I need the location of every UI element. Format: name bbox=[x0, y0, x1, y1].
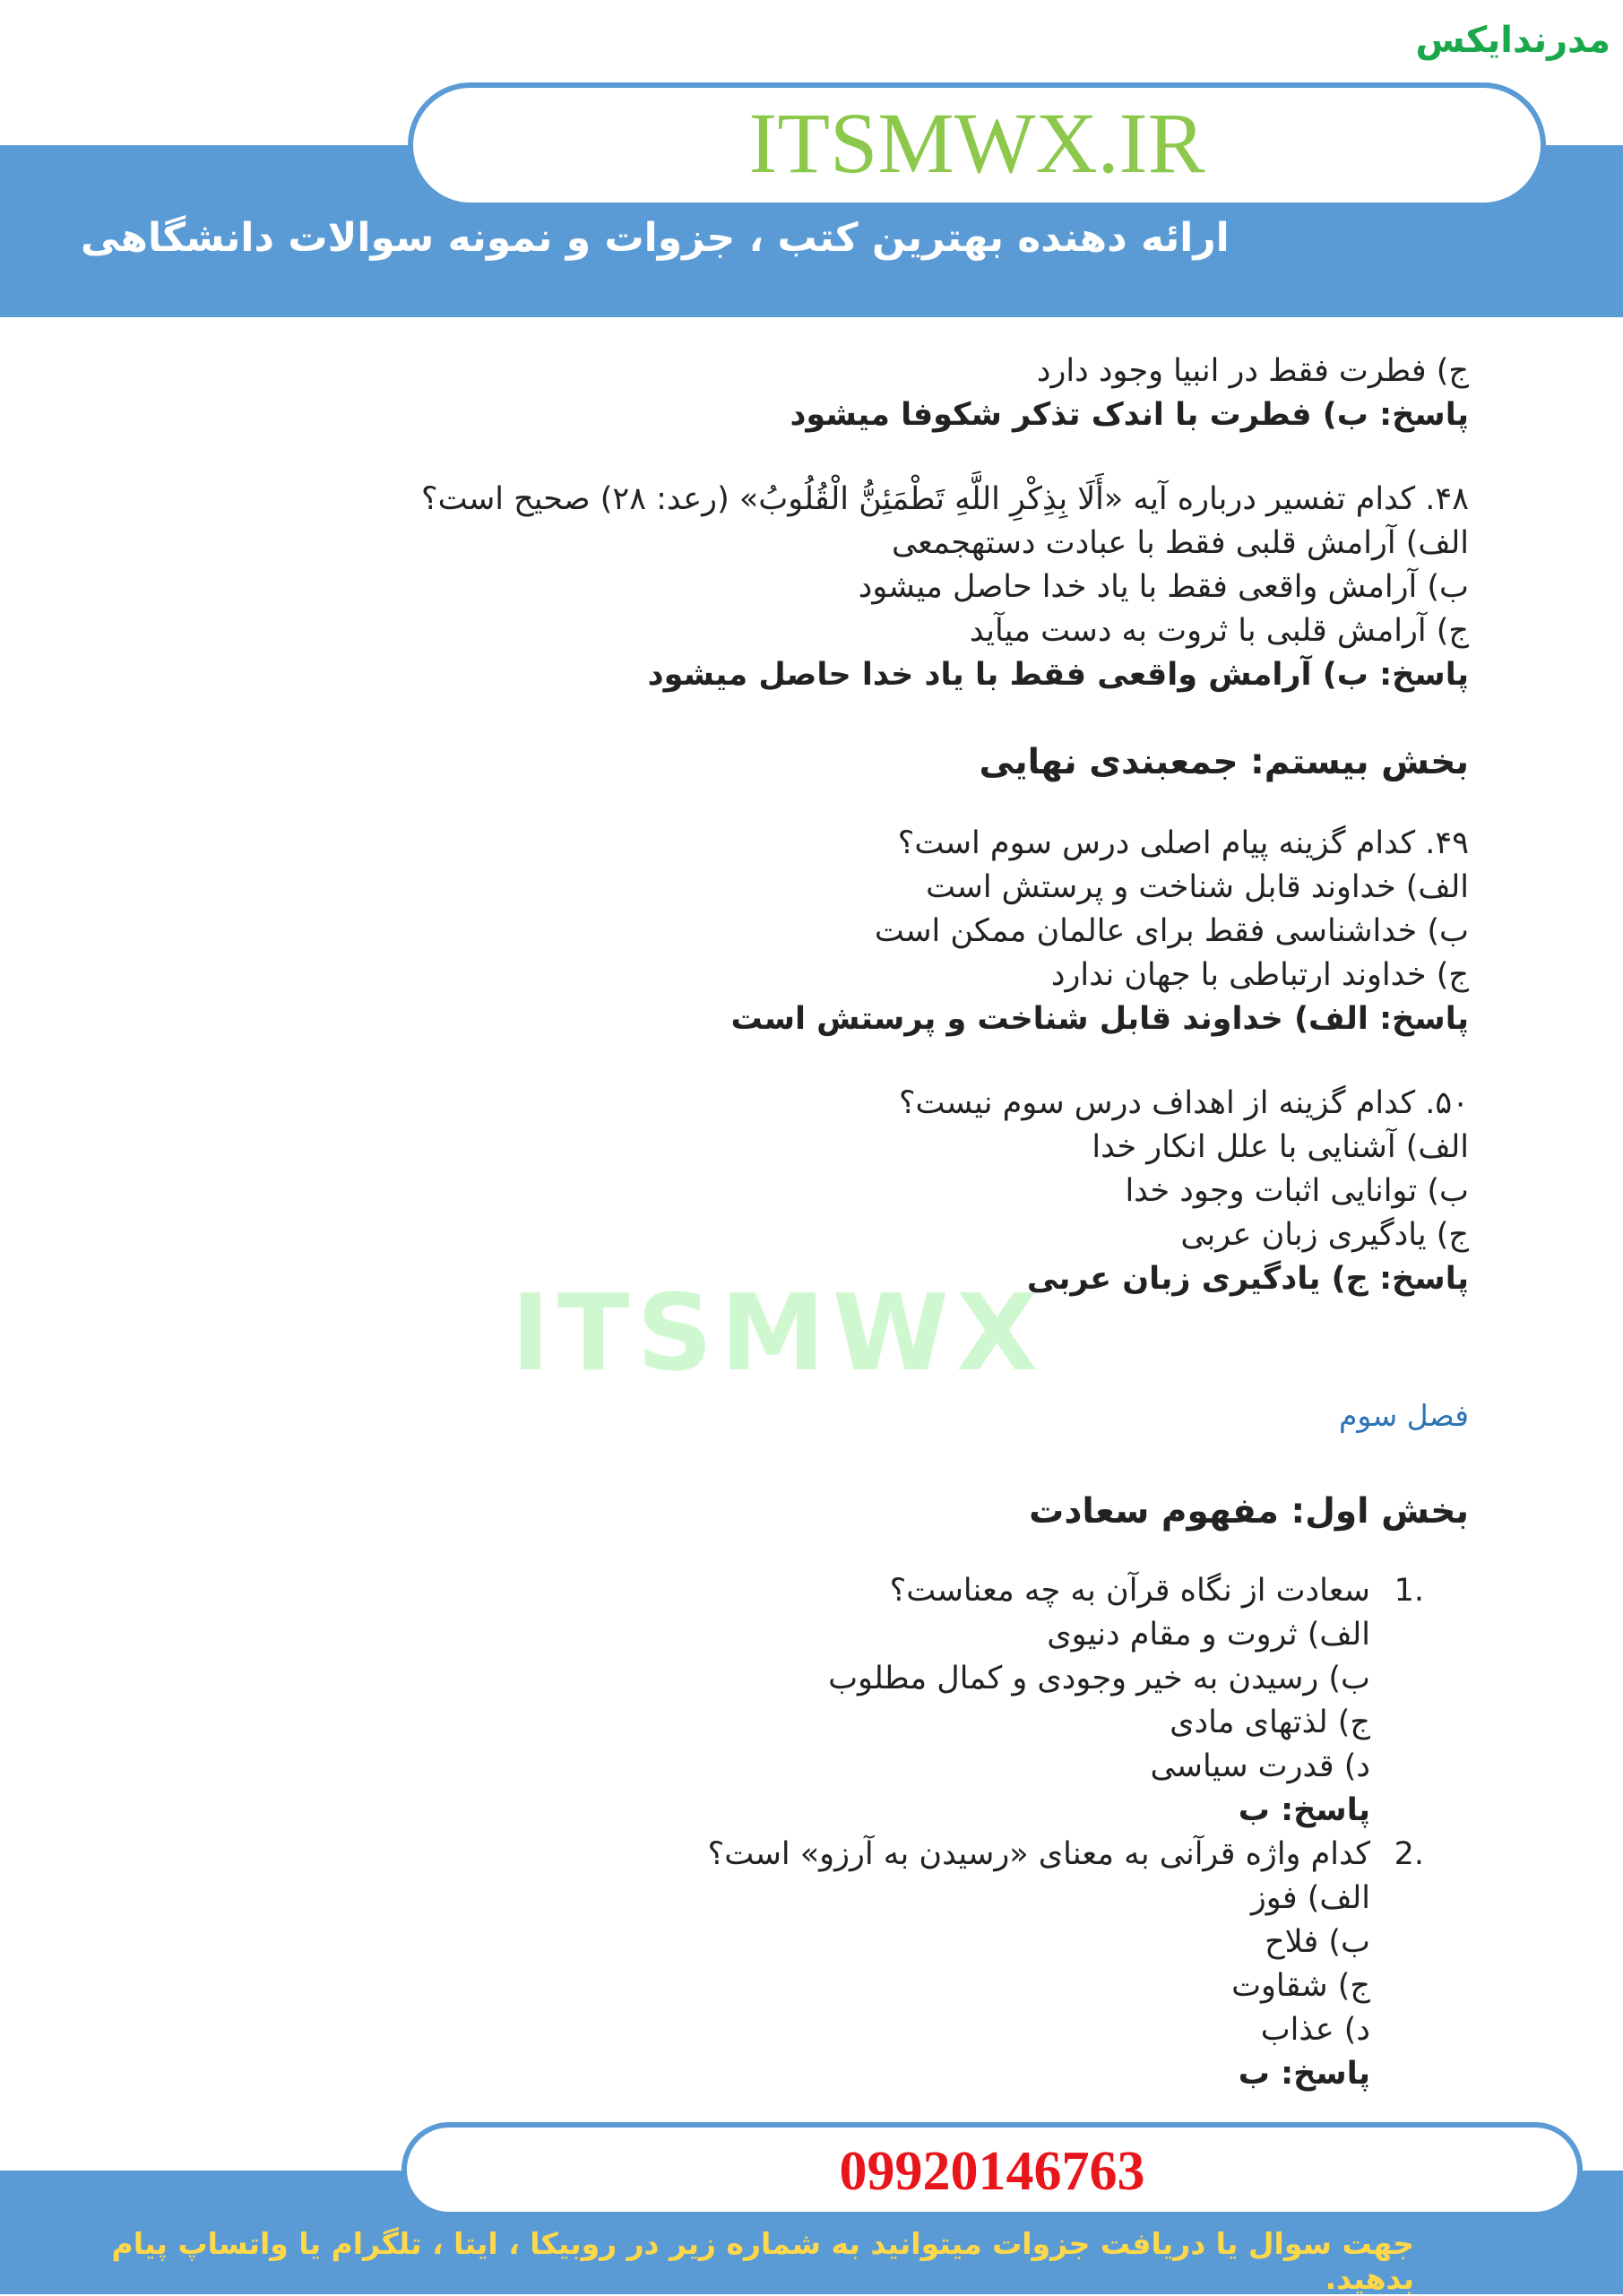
list-question: کدام واژه قرآنی به معنای «رسیدن به آرزو» است؟ bbox=[707, 1836, 1370, 1872]
q49-option-a: الف) خداوند قابل شناخت و پرستش است bbox=[926, 869, 1469, 905]
spacer bbox=[196, 788, 1469, 822]
list-option-c: ج) شقاوت bbox=[1231, 1968, 1370, 2004]
q49-option-c: ج) خداوند ارتباطی با جهان ندارد bbox=[1050, 957, 1469, 993]
list-answer: پاسخ: ب bbox=[1238, 2056, 1370, 2092]
q50-answer: پاسخ: ج) یادگیری زبان عربی bbox=[1026, 1261, 1469, 1297]
q47-answer: پاسخ: ب) فطرت با اندک تذکر شکوفا میشود bbox=[790, 397, 1469, 433]
list-option-c: ج) لذتهای مادی bbox=[1170, 1705, 1370, 1740]
list-item bbox=[196, 1569, 1469, 1833]
q49-option-b: ب) خداشناسی فقط برای عالمان ممکن است bbox=[874, 913, 1469, 949]
list-question: سعادت از نگاه قرآن به چه معناست؟ bbox=[889, 1573, 1370, 1609]
list-number: 2. bbox=[1394, 1836, 1424, 1872]
q50-option-c: ج) یادگیری زبان عربی bbox=[1180, 1217, 1469, 1253]
q50-question: ۵۰. کدام گزینه از اهداف درس سوم نیست؟ bbox=[898, 1085, 1469, 1121]
list-answer: پاسخ: ب bbox=[1238, 1792, 1370, 1828]
section-heading-1: بخش اول: مفهوم سعادت bbox=[1029, 1491, 1469, 1532]
phone-number: 09920146763 bbox=[839, 2141, 1145, 2202]
footer-note: جهت سوال یا دریافت جزوات میتوانید به شماره زیر در روبیکا ، ایتا ، تلگرام یا واتساپ پیام بدهید. bbox=[111, 2226, 1414, 2296]
q48-option-b: ب) آرامش واقعی فقط با یاد خدا حاصل میشود bbox=[858, 569, 1469, 605]
spacer bbox=[196, 1537, 1469, 1569]
q48-option-c: ج) آرامش قلبی با ثروت به دست میآید bbox=[969, 613, 1469, 649]
list-item bbox=[196, 1833, 1469, 2096]
q48-question: ۴۸. کدام تفسیر درباره آیه «أَلَا بِذِكْرِ اللَّهِ تَطْمَئِنُّ الْقُلُوبُ» (رعد: ۲۸) صحیح است؟ bbox=[421, 481, 1469, 517]
brand-name: مدرندایکس bbox=[1415, 20, 1610, 61]
document-body bbox=[196, 350, 1469, 2096]
q50-option-b: ب) توانایی اثبات وجود خدا bbox=[1125, 1173, 1469, 1209]
list-option-d: د) قدرت سیاسی bbox=[1150, 1748, 1370, 1784]
question-list bbox=[196, 1569, 1469, 2096]
q48-option-a: الف) آرامش قلبی فقط با عبادت دستهجمعی bbox=[892, 525, 1469, 561]
spacer bbox=[196, 1301, 1469, 1394]
list-option-d: د) عذاب bbox=[1260, 2012, 1370, 2048]
q49-question: ۴۹. کدام گزینه پیام اصلی درس سوم است؟ bbox=[897, 825, 1469, 861]
watermark: ITSMWX bbox=[511, 1271, 1045, 1394]
spacer bbox=[196, 1438, 1469, 1487]
list-option-b: ب) رسیدن به خیر وجودی و کمال مطلوب bbox=[828, 1661, 1370, 1696]
spacer bbox=[196, 437, 1469, 478]
list-number: 1. bbox=[1394, 1573, 1424, 1609]
site-title: ITSMWX.IR bbox=[748, 95, 1205, 191]
q49-answer: پاسخ: الف) خداوند قابل شناخت و پرستش است bbox=[730, 1001, 1469, 1037]
list-option-a: الف) ثروت و مقام دنیوی bbox=[1047, 1617, 1370, 1653]
chapter-link[interactable]: فصل سوم bbox=[1338, 1398, 1469, 1433]
list-option-a: الف) فوز bbox=[1250, 1880, 1370, 1916]
list-option-b: ب) فلاح bbox=[1265, 1924, 1370, 1960]
spacer bbox=[196, 697, 1469, 738]
q48-answer: پاسخ: ب) آرامش واقعی فقط با یاد خدا حاصل میشود bbox=[647, 657, 1469, 693]
spacer bbox=[196, 1041, 1469, 1082]
q47-option-c: ج) فطرت فقط در انبیا وجود دارد bbox=[1036, 353, 1469, 389]
section-heading-20: بخش بیستم: جمعبندی نهایی bbox=[979, 742, 1469, 782]
tagline: ارائه دهنده بهترین کتب ، جزوات و نمونه سوالات دانشگاهی bbox=[81, 215, 1230, 261]
q50-option-a: الف) آشنایی با علل انکار خدا bbox=[1092, 1129, 1469, 1165]
